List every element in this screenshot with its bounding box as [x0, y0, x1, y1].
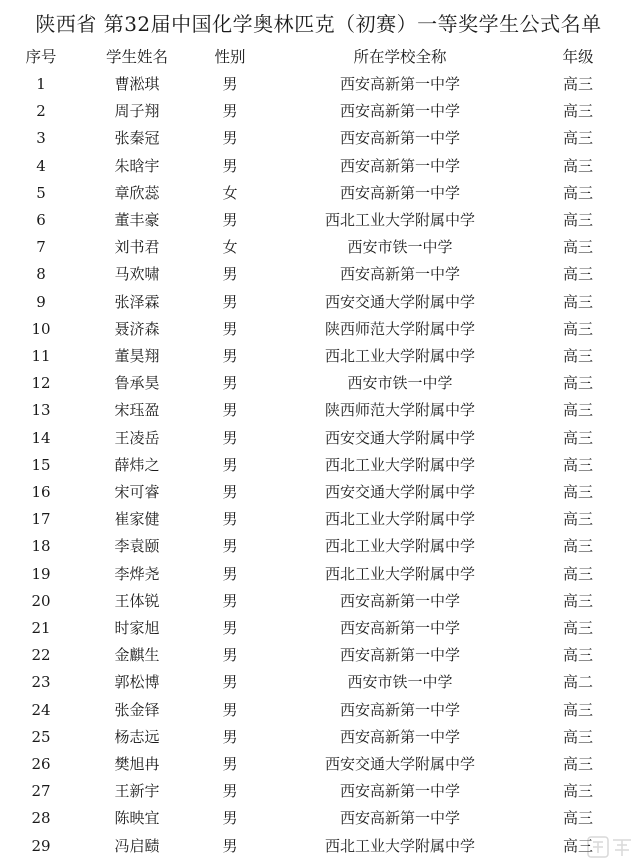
row-no: 22	[31, 646, 51, 664]
header-name: 学生姓名	[105, 48, 168, 66]
row-gender: 男	[222, 619, 238, 637]
table-row	[0, 316, 637, 343]
row-grade: 高三	[562, 102, 593, 120]
row-no: 16	[31, 483, 51, 501]
row-no: 15	[31, 456, 51, 474]
table-row	[0, 724, 637, 751]
row-student-name: 杨志远	[114, 728, 160, 746]
row-student-name: 聂济森	[114, 320, 160, 338]
header-school: 所在学校全称	[353, 48, 447, 66]
row-no: 17	[31, 510, 51, 528]
row-school: 西北工业大学附属中学	[324, 837, 475, 855]
row-school: 西安市铁一中学	[347, 238, 453, 256]
row-student-name: 金麒生	[114, 646, 160, 664]
row-school: 西安高新第一中学	[339, 701, 460, 719]
row-no: 5	[36, 184, 46, 202]
row-grade: 高三	[562, 347, 593, 365]
row-school: 西安高新第一中学	[339, 728, 460, 746]
row-student-name: 王新宇	[114, 782, 160, 800]
row-gender: 男	[222, 293, 238, 311]
table-row	[0, 452, 637, 479]
row-school: 西安交通大学附属中学	[324, 429, 475, 447]
row-school: 西北工业大学附属中学	[324, 565, 475, 583]
row-grade: 高三	[562, 483, 593, 501]
row-grade: 高三	[562, 565, 593, 583]
row-gender: 男	[222, 211, 238, 229]
row-student-name: 时家旭	[114, 619, 160, 637]
table-row	[0, 125, 637, 152]
row-school: 西安市铁一中学	[347, 374, 453, 392]
row-school: 西安交通大学附属中学	[324, 293, 475, 311]
table-row	[0, 533, 637, 560]
row-no: 23	[31, 673, 51, 691]
row-school: 西北工业大学附属中学	[324, 347, 475, 365]
row-grade: 高三	[562, 157, 593, 175]
table-row	[0, 588, 637, 615]
row-no: 8	[36, 265, 46, 283]
table-row	[0, 805, 637, 832]
table-row	[0, 425, 637, 452]
row-school: 西北工业大学附属中学	[324, 510, 475, 528]
row-student-name: 张泽霖	[114, 293, 160, 311]
row-student-name: 陈映宜	[114, 809, 160, 827]
row-gender: 男	[222, 673, 238, 691]
row-school: 西安高新第一中学	[339, 265, 460, 283]
row-student-name: 冯启赜	[114, 837, 160, 855]
row-grade: 高三	[562, 184, 593, 202]
header-gender: 性别	[214, 48, 246, 66]
page-title: 陕西省 第32届中国化学奥林匹克（初赛）一等奖学生公式名单	[35, 12, 602, 36]
row-student-name: 马欢啸	[114, 265, 160, 283]
row-school: 陕西师范大学附属中学	[324, 401, 475, 419]
table-row	[0, 751, 637, 778]
row-school: 西安交通大学附属中学	[324, 755, 475, 773]
row-grade: 高三	[562, 129, 593, 147]
row-gender: 男	[222, 837, 238, 855]
row-gender: 男	[222, 728, 238, 746]
row-no: 4	[36, 157, 46, 175]
row-grade: 高三	[562, 401, 593, 419]
header-no: 序号	[25, 48, 57, 66]
row-gender: 男	[222, 401, 238, 419]
row-gender: 男	[222, 429, 238, 447]
row-grade: 高三	[562, 320, 593, 338]
row-school: 西安高新第一中学	[339, 184, 460, 202]
table-row	[0, 289, 637, 316]
row-student-name: 刘书君	[114, 238, 160, 256]
row-school: 西北工业大学附属中学	[324, 211, 475, 229]
row-school: 陕西师范大学附属中学	[324, 320, 475, 338]
row-student-name: 朱晗宇	[114, 157, 160, 175]
row-no: 6	[36, 211, 46, 229]
table-row	[0, 561, 637, 588]
row-no: 11	[31, 347, 51, 365]
row-gender: 男	[222, 102, 238, 120]
row-grade: 高二	[562, 673, 593, 691]
row-school: 西北工业大学附属中学	[324, 537, 475, 555]
table-row	[0, 370, 637, 397]
row-school: 西安高新第一中学	[339, 157, 460, 175]
row-student-name: 王凌岳	[114, 429, 160, 447]
row-gender: 男	[222, 456, 238, 474]
row-grade: 高三	[562, 755, 593, 773]
table-row	[0, 669, 637, 696]
row-student-name: 宋珏盈	[114, 401, 160, 419]
row-grade: 高三	[562, 293, 593, 311]
table-row	[0, 506, 637, 533]
table-row	[0, 642, 637, 669]
table-row	[0, 479, 637, 506]
row-no: 26	[31, 755, 51, 773]
row-no: 1	[36, 75, 46, 93]
row-no: 25	[31, 728, 51, 746]
row-grade: 高三	[562, 265, 593, 283]
table-row	[0, 234, 637, 261]
row-school: 西安高新第一中学	[339, 75, 460, 93]
row-gender: 男	[222, 157, 238, 175]
row-student-name: 李烨尧	[114, 565, 160, 583]
table-row	[0, 180, 637, 207]
row-no: 20	[31, 592, 51, 610]
row-school: 西安高新第一中学	[339, 102, 460, 120]
row-grade: 高三	[562, 728, 593, 746]
row-student-name: 张金铎	[114, 701, 160, 719]
row-school: 西安市铁一中学	[347, 673, 453, 691]
row-grade: 高三	[562, 646, 593, 664]
row-no: 9	[36, 293, 46, 311]
row-student-name: 章欣蕊	[114, 184, 160, 202]
header-grade: 年级	[562, 48, 594, 66]
row-grade: 高三	[562, 456, 593, 474]
row-gender: 男	[222, 782, 238, 800]
row-student-name: 郭松博	[114, 673, 160, 691]
row-gender: 男	[222, 374, 238, 392]
row-gender: 男	[222, 347, 238, 365]
row-gender: 女	[222, 184, 238, 202]
row-grade: 高三	[562, 374, 593, 392]
row-grade: 高三	[562, 429, 593, 447]
row-gender: 男	[222, 129, 238, 147]
table-row	[0, 343, 637, 370]
table-row	[0, 207, 637, 234]
row-student-name: 宋可睿	[114, 483, 160, 501]
row-student-name: 鲁承昊	[114, 374, 160, 392]
row-no: 21	[31, 619, 51, 637]
row-student-name: 曹淞琪	[114, 75, 160, 93]
row-gender: 女	[222, 238, 238, 256]
row-student-name: 樊旭冉	[114, 755, 160, 773]
row-school: 西安高新第一中学	[339, 619, 460, 637]
row-no: 27	[31, 782, 51, 800]
row-school: 西安高新第一中学	[339, 782, 460, 800]
row-no: 7	[36, 238, 46, 256]
table-row	[0, 615, 637, 642]
row-gender: 男	[222, 320, 238, 338]
row-student-name: 周子翔	[114, 102, 160, 120]
row-no: 29	[31, 837, 51, 855]
row-grade: 高三	[562, 592, 593, 610]
row-gender: 男	[222, 265, 238, 283]
row-school: 西安交通大学附属中学	[324, 483, 475, 501]
row-gender: 男	[222, 755, 238, 773]
row-student-name: 董昊翔	[114, 347, 160, 365]
row-grade: 高三	[562, 510, 593, 528]
row-grade: 高三	[562, 619, 593, 637]
row-grade: 高三	[562, 238, 593, 256]
row-no: 28	[31, 809, 51, 827]
row-no: 3	[36, 129, 46, 147]
row-grade: 高三	[562, 211, 593, 229]
row-student-name: 薛炜之	[114, 456, 160, 474]
row-no: 10	[31, 320, 51, 338]
row-gender: 男	[222, 537, 238, 555]
table-row	[0, 697, 637, 724]
row-school: 西安高新第一中学	[339, 592, 460, 610]
row-student-name: 张秦冠	[114, 129, 160, 147]
row-no: 19	[31, 565, 51, 583]
row-school: 西安高新第一中学	[339, 809, 460, 827]
table-row	[0, 71, 637, 98]
table-header	[0, 44, 637, 71]
row-gender: 男	[222, 75, 238, 93]
row-school: 西安高新第一中学	[339, 129, 460, 147]
row-grade: 高三	[562, 701, 593, 719]
row-no: 13	[31, 401, 51, 419]
row-gender: 男	[222, 483, 238, 501]
row-grade: 高三	[562, 837, 593, 855]
row-school: 西北工业大学附属中学	[324, 456, 475, 474]
row-grade: 高三	[562, 809, 593, 827]
row-no: 14	[31, 429, 51, 447]
row-gender: 男	[222, 510, 238, 528]
table-row	[0, 397, 637, 424]
row-no: 18	[31, 537, 51, 555]
watermark-logo-icon	[587, 834, 633, 860]
row-gender: 男	[222, 646, 238, 664]
table-row	[0, 833, 637, 860]
row-student-name: 崔家健	[114, 510, 160, 528]
row-no: 12	[31, 374, 51, 392]
row-grade: 高三	[562, 537, 593, 555]
row-gender: 男	[222, 701, 238, 719]
row-no: 24	[31, 701, 51, 719]
table-row	[0, 98, 637, 125]
table-row	[0, 261, 637, 288]
table-row	[0, 778, 637, 805]
row-gender: 男	[222, 565, 238, 583]
row-gender: 男	[222, 592, 238, 610]
row-grade: 高三	[562, 75, 593, 93]
row-school: 西安高新第一中学	[339, 646, 460, 664]
row-student-name: 董丰豪	[114, 211, 160, 229]
row-gender: 男	[222, 809, 238, 827]
row-student-name: 李袁颐	[114, 537, 160, 555]
row-grade: 高三	[562, 782, 593, 800]
row-student-name: 王体锐	[114, 592, 160, 610]
table-row	[0, 153, 637, 180]
row-no: 2	[36, 102, 46, 120]
